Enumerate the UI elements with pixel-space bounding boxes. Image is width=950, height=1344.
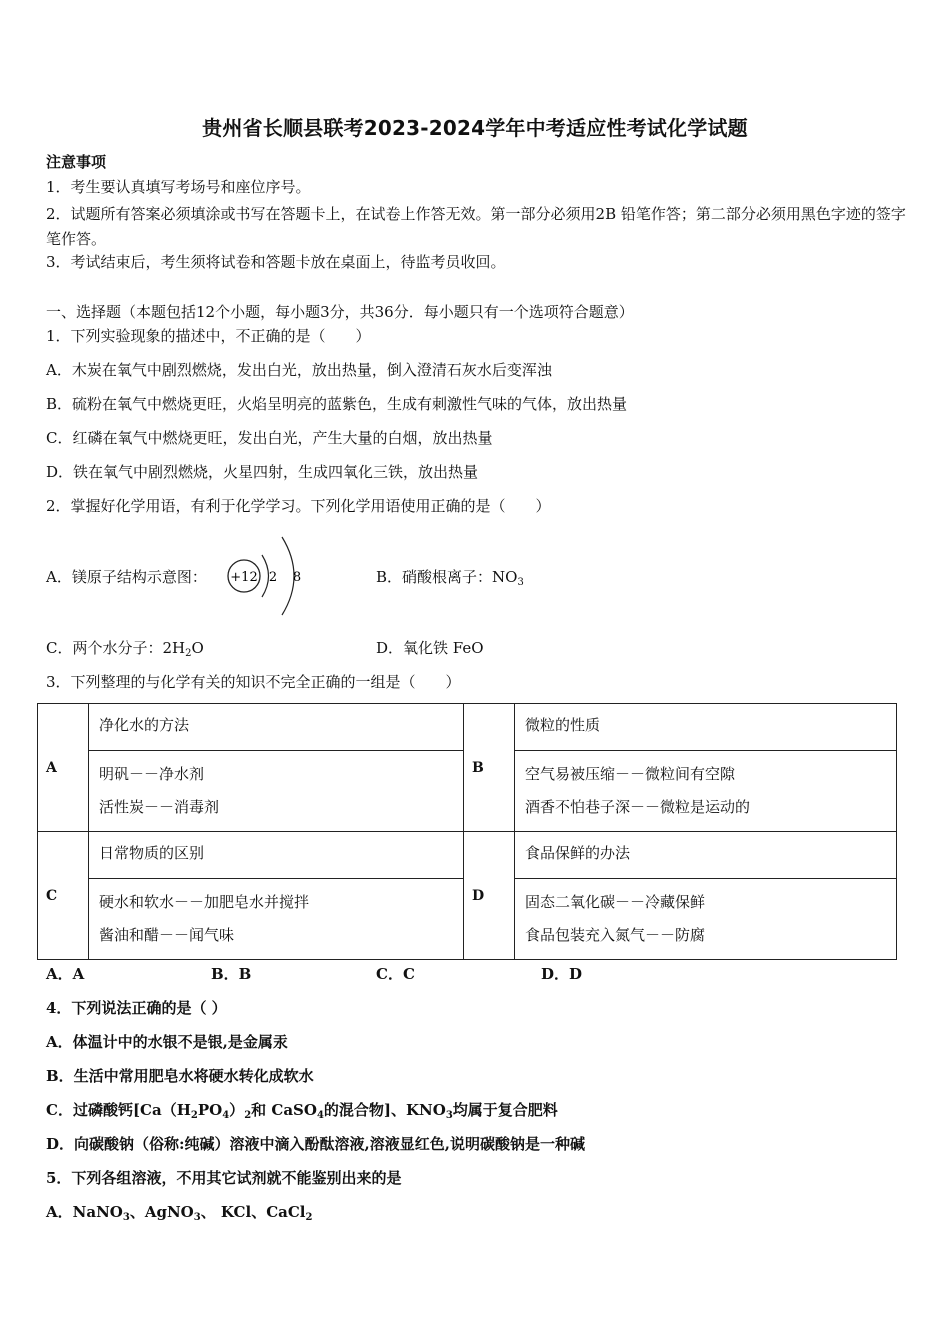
notice-item-1: 1．考生要认真填写考场号和座位序号。 [46,178,311,196]
q2-option-d: D．氧化铁 FeO [376,639,484,657]
q3-stem: 3．下列整理的与化学有关的知识不完全正确的一组是（ ） [46,673,461,691]
table-line: 固态二氧化碳－－冷藏保鲜 [525,893,706,911]
table-head-d-text: 食品保鲜的办法 [525,844,631,862]
table-head-d [515,832,897,879]
table-line: 空气易被压缩－－微粒间有空隙 [525,765,736,783]
table-body-d [515,879,897,960]
table-letter-a: A [38,704,89,832]
q5a-sub: 2 [305,1212,313,1223]
table-line: 食品包装充入氮气－－防腐 [525,926,706,944]
q5a-part: A．NaNO [46,1203,123,1221]
nitrate-subscript: 3 [517,577,524,588]
table-head-c-text: 日常物质的区别 [99,844,205,862]
notice-heading: 注意事项 [46,153,107,171]
q4c-sub: 4 [222,1110,230,1121]
table-head-a [89,704,464,751]
q3-choice-d: D．D [541,965,583,983]
electron-shell-1 [262,555,269,597]
table-head-a-text: 净化水的方法 [99,716,190,734]
table-letter-b: B [464,704,515,832]
q4-option-b: B．生活中常用肥皂水将硬水转化成软水 [46,1067,314,1085]
q2-stem: 2．掌握好化学用语，有利于化学学习。下列化学用语使用正确的是（ ） [46,497,551,515]
q4c-part: ） [229,1101,245,1119]
table-line: 活性炭－－消毒剂 [99,798,220,816]
table-letter-c: C [38,832,89,960]
q4c-sub: 4 [316,1110,324,1121]
q4c-part: 均属于复合肥料 [452,1101,558,1119]
water-formula-part1: 2H [162,639,186,657]
q5a-sub: 3 [122,1212,130,1223]
q4c-sub: 3 [445,1110,453,1121]
q5a-part: 、AgNO [129,1203,194,1221]
q3-choice-a: A．A [46,965,85,983]
section-heading: 一、选择题（本题包括12个小题，每小题3分，共36分．每小题只有一个选项符合题意） [46,303,634,321]
q4c-sub: 2 [190,1110,198,1121]
water-formula-part2: O [191,639,204,657]
notice-item-3: 3．考试结束后，考生须将试卷和答题卡放在桌面上，待监考员收回。 [46,253,506,271]
q4-option-c [46,1100,558,1126]
table-body-a [89,751,464,832]
shell2-electrons: 8 [292,570,302,585]
water-subscript: 2 [185,648,192,659]
table-head-b-text: 微粒的性质 [525,716,601,734]
q1-option-c: C．红磷在氧气中燃烧更旺，发出白光，产生大量的白烟，放出热量 [46,429,493,447]
q5-option-a [46,1202,312,1228]
q3-choice-b: B．B [211,965,252,983]
table-line: 硬水和软水－－加肥皂水并搅拌 [99,893,310,911]
notice-item-2: 2．试题所有答案必须填涂或书写在答题卡上，在试卷上作答无效。第一部分必须用2B 铅笔作答；第二部分必须用黑色字迹的签字笔作答。 [46,205,906,248]
table-body-c [89,879,464,960]
q4c-part: 和 CaSO [251,1101,317,1119]
q4c-part: 的混合物]、KNO [323,1101,446,1119]
nucleus-charge: +12 [230,570,258,585]
magnesium-atom-diagram [222,533,312,617]
q3-choice-c: C．C [376,965,415,983]
knowledge-table [37,703,897,960]
page-title: 贵州省长顺县联考2023-2024学年中考适应性考试化学试题 [202,116,748,140]
q4-option-d: D．向碳酸钠（俗称:纯碱）溶液中滴入酚酞溶液,溶液显红色,说明碳酸钠是一种碱 [46,1135,585,1153]
q5a-part: 、 KCl、CaCl [200,1203,306,1221]
q5-stem: 5．下列各组溶液，不用其它试剂就不能鉴别出来的是 [46,1169,402,1187]
table-line: 酱油和醋－－闻气味 [99,926,235,944]
q1-option-d: D．铁在氧气中剧烈燃烧，火星四射，生成四氧化三铁，放出热量 [46,463,479,481]
q2-option-b [376,567,524,593]
table-line: 酒香不怕巷子深－－微粒是运动的 [525,798,751,816]
q4c-part: C．过磷酸钙[Ca（H [46,1101,191,1119]
q3-choices [46,964,582,984]
q2-option-a: A．镁原子结构示意图： [46,568,207,586]
q1-option-a: A．木炭在氧气中剧烈燃烧，发出白光，放出热量，倒入澄清石灰水后变浑浊 [46,361,552,379]
table-line: 明矾－－净水剂 [99,765,205,783]
shell1-electrons: 2 [268,570,278,585]
nitrate-formula: NO [492,568,518,586]
q2-option-c-text: C．两个水分子： [46,639,163,657]
q1-option-b: B．硫粉在氧气中燃烧更旺，火焰呈明亮的蓝紫色，生成有刺激性气味的气体，放出热量 [46,395,628,413]
q5a-sub: 3 [193,1212,201,1223]
q2-option-c [46,638,204,664]
q4-stem: 4．下列说法正确的是（ ） [46,999,227,1017]
table-body-b [515,751,897,832]
q4-option-a: A．体温计中的水银不是银,是金属汞 [46,1033,288,1051]
table-letter-d: D [464,832,515,960]
q2-option-b-text: B．硝酸根离子： [376,568,493,586]
table-head-b [515,704,897,751]
q4c-part: PO [197,1101,223,1119]
q1-stem: 1．下列实验现象的描述中，不正确的是（ ） [46,327,371,345]
q4c-sub: 2 [244,1110,252,1121]
table-head-c [89,832,464,879]
